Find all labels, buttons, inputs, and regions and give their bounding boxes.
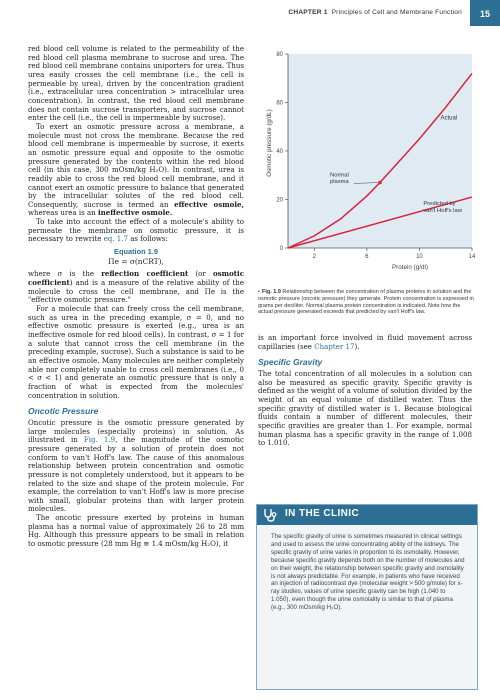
y-tick-label: 80 (276, 52, 283, 58)
term-ineffective-osmole: ineffective osmole. (97, 208, 173, 218)
normal-plasma-marker (378, 181, 382, 185)
running-head (0, 0, 500, 26)
chapter-number: CHAPTER 1 (288, 9, 328, 16)
x-axis-label: Protein (g/dl) (391, 264, 429, 271)
paragraph: The oncotic pressure exerted by proteins in human plasma has a normal value of approximately 26 to 28 mm Hg. Although this pressure appears to be small in relation to osmotic pressure (28 mm Hg ≅ 1.4 mOsm/kg H₂O), it (28, 513, 244, 549)
clinic-header (257, 505, 477, 525)
stethoscope-icon (262, 508, 278, 522)
plot-area (288, 54, 472, 248)
paragraph: To exert an osmotic pressure across a membrane, a molecule must not cross the membrane. Because the red blood cell membrane is impermeable by sucrose, it exerts an osmotic pressure equal and opposite to the osmotic pressure generated by the contents within the red blood cell (in this case, 300 mOsm/kg H₂O). In contrast, urea is readily able to cross the red blood cell membrane, and it cannot exert an osmotic pressure to balance that generated by the intracellular solutes of the red blood cell. Consequently, sucrose is termed an effective osmole, whereas urea is an ineffective osmole. (28, 121, 244, 218)
series-actual-label: Actual (440, 115, 458, 122)
chapter-title: Principles of Cell and Membrane Function (331, 9, 462, 16)
section-heading-oncotic: Oncotic Pressure (28, 406, 99, 417)
x-tick-label: 10 (416, 254, 423, 260)
term-osmotic-coefficient: osmotic coefficient (28, 269, 244, 288)
figure-chart (258, 48, 478, 288)
x-tick-label: 14 (468, 254, 476, 260)
left-column (28, 45, 244, 549)
section-heading-gravity: Specific Gravity (258, 357, 323, 368)
normal-plasma-label: Normal plasma (330, 172, 349, 185)
paragraph: red blood cell volume is related to the permeability of the red blood cell plasma membrane to sucrose and urea. The red blood cell membrane contains uniporters for urea. Thus urea easily crosses the cell membrane (i.e., the cell is permeable by urea), driven by the concentration gradient (i.e., extracellular urea concentration > intracellular urea concentration). In contrast, the red blood cell membrane does not contain sucrose transporters, and sucrose cannot enter the cell (i.e., the cell is impermeable by sucrose). (28, 44, 244, 123)
page-number: 15 (470, 0, 500, 26)
x-tick-label: 6 (365, 254, 369, 260)
clinic-box (256, 504, 478, 690)
caption-text: Relationship between the concentration of plasma proteins in solution and the osmotic pressure (oncotic pressure) they generate. Protein concentration is expressed in grams per deciliter. Normal plasma protein concentration is indicated. Note how the actual pressure generated exceeds that predicted by van't Hoff's law. (258, 289, 474, 316)
equation-link[interactable]: eq. 1.7 (103, 234, 128, 244)
x-tick-label: 2 (312, 254, 316, 260)
paragraph: where σ is the reflection coefficient (or osmotic coefficient) and is a measure of the relative ability of the molecule to cross the cell membrane, and Πe is the "effective osmotic pressure." (28, 269, 244, 305)
paragraph: Oncotic pressure is the osmotic pressure generated by large molecules (especially proteins) in solution. As illustrated in Fig. 1.9, the magnitude of the osmotic pressure generated by a solution of protein does not conform to van't Hoff's law. The cause of this anomalous relationship between protein concentration and osmotic pressure is not completely understood, but it appears to be related to the size and shape of the protein molecule. For example, the correlation to van't Hoff's law is more precise with small, globular proteins than with larger protein molecules. (28, 417, 244, 514)
series-predicted-label: Predicted by van't Hoff's law (423, 200, 462, 214)
chapter-link[interactable]: Chapter 17 (314, 341, 355, 351)
y-tick-label: 20 (276, 197, 283, 204)
caption-bullet: ▪ (258, 289, 260, 295)
y-axis-label: Osmotic pressure (g/dL) (266, 109, 273, 177)
paragraph: To take into account the effect of a molecule's ability to permeate the membrane on osmotic pressure, it is necessary to rewrite eq. 1.7 as follows: (28, 217, 244, 244)
right-column (258, 334, 472, 448)
caption-label: Fig. 1.9 (261, 289, 281, 295)
clinic-title: IN THE CLINIC (285, 508, 360, 519)
figure-caption (258, 289, 474, 316)
equation-title: Equation 1.9 (114, 247, 158, 257)
paragraph: is an important force involved in fluid movement across capillaries (see Chapter 17). (258, 333, 472, 351)
chart-svg (258, 48, 478, 288)
paragraph: The total concentration of all molecules in a solution can also be measured as specific gravity. Specific gravity is defined as the weight of a volume of solution divided by the weight of an equal volume of distilled water. Thus the specific gravity of distilled water is 1. Because biological fluids contain a number of different molecules, their specific gravities are greater than 1. For example, normal human plasma has a specific gravity in the range of 1.008 to 1.010. (258, 368, 472, 448)
paragraph: For a molecule that can freely cross the cell membrane, such as urea in the preceding example, σ = 0, and no effective osmotic pressure is exerted (e.g., urea is an ineffective osmole for red blood cells). In contrast, σ = 1 for a solute that cannot cross the cell membrane (in the preceding example, sucrose). Such a substance is said to be an effective osmole. Many molecules are neither completely able nor completely unable to cross cell membranes (i.e., 0 < σ < 1) and generate an osmotic pressure that is only a fraction of what is expected from the molecules' concentration in solution. (28, 304, 244, 400)
running-head-text (288, 9, 462, 16)
equation-body: Πe = σ(nCRT), (108, 256, 164, 266)
figure-link[interactable]: Fig. 1.9 (83, 435, 116, 445)
y-tick-label: 60 (276, 100, 283, 107)
clinic-text: The specific gravity of urine is sometimes measured in clinical settings and used to assess the urine concentrating ability of the kidneys. The specific gravity of urine varies in proportion to its osmolality. However, because specific gravity depends both on the number of molecules and on their weight, the relationship between specific gravity and osmolality is not always predictable. For example, in patients who have received an injection of radiocontrast dye (molecular weight > 500 g/mole) for x-ray studies, values of urine specific gravity can be high (1.040 to 1.050), even though the urine osmolality is similar to that of plasma (e.g., 300 mOsm/kg H₂O). (271, 533, 465, 612)
y-tick-label: 40 (276, 149, 283, 155)
term-effective-osmole: effective osmole, (174, 199, 244, 209)
y-tick-label: 0 (279, 246, 283, 252)
term-reflection-coefficient: reflection coefficient (101, 269, 189, 279)
